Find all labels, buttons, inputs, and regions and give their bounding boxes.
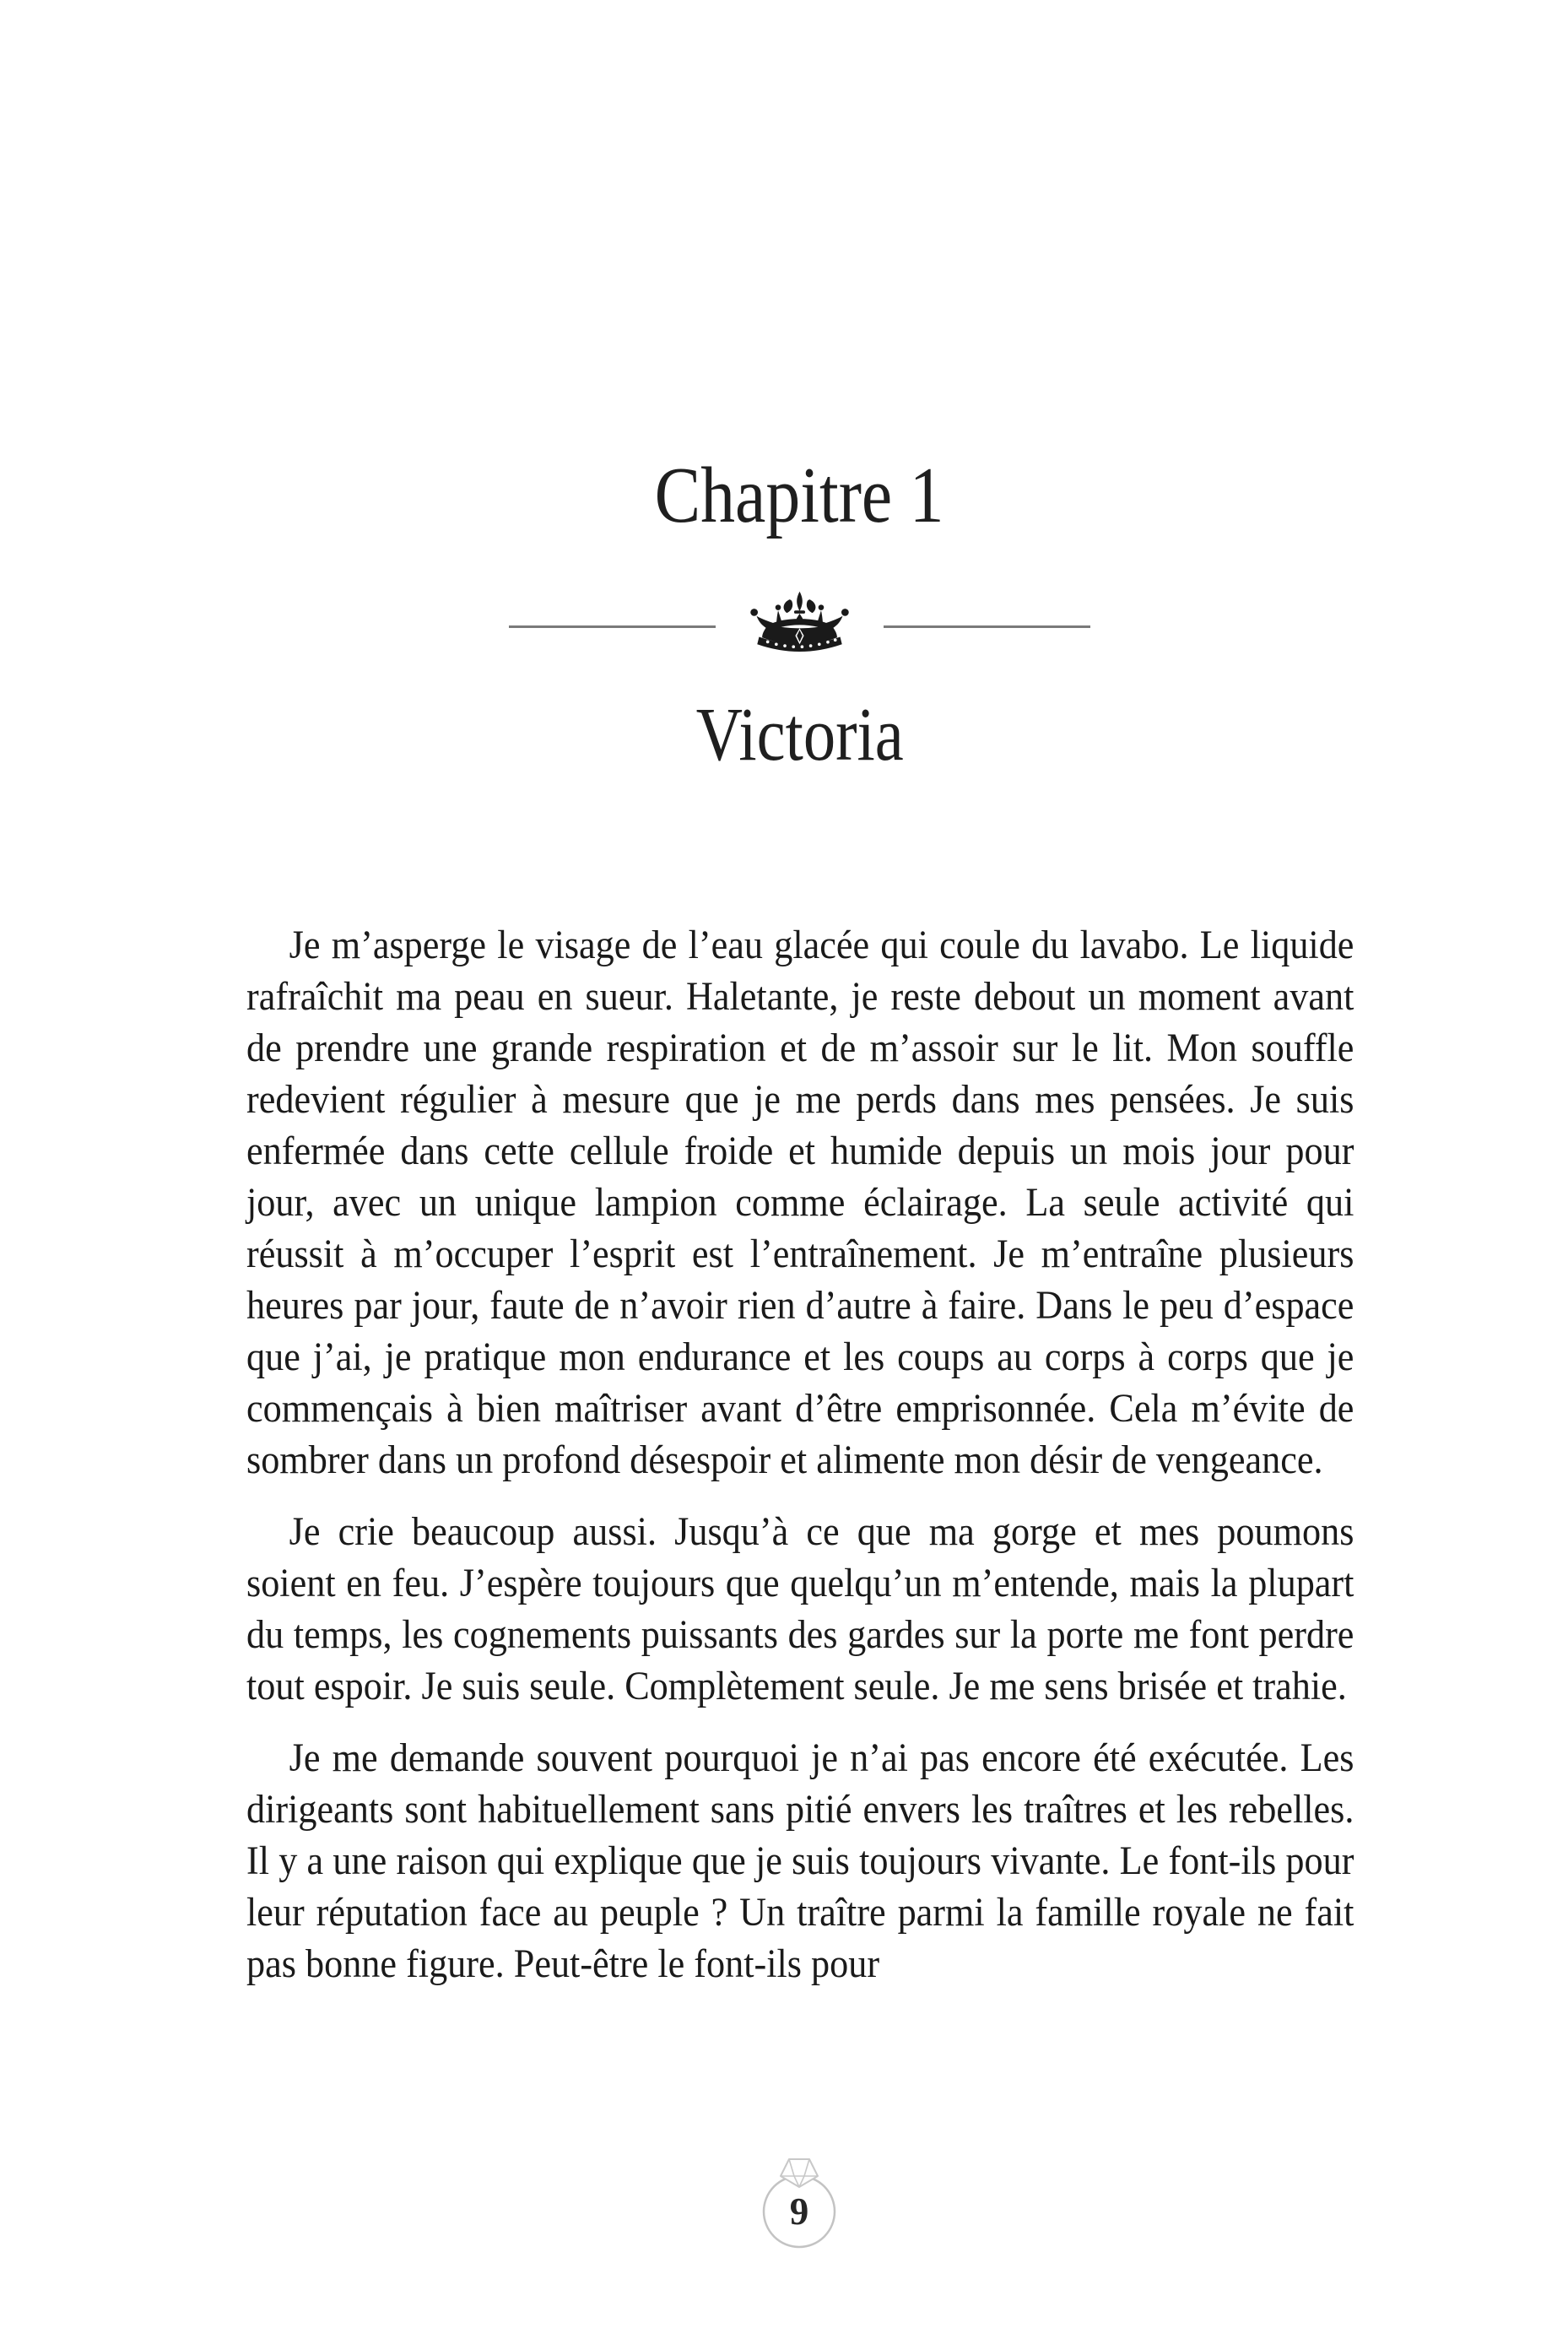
section-title-text: Victoria [695,693,904,777]
paragraph: Je crie beaucoup aussi. Jusqu’à ce que ma gorge et mes poumons soient en feu. J’espère toujours que quelqu’un m’entende, mais la plupart du temps, les cognements puissants des gardes sur la porte me font perdre tout espoir. Je suis seule. Complètement seule. Je me sens brisée et trahie. [246,1509,1354,1708]
page-number: 9 [789,2190,809,2233]
divider-line-right [884,625,1090,628]
diamond-ring-icon [757,2156,841,2250]
paragraph: Je me demande souvent pourquoi je n’ai pas encore été exécutée. Les dirigeants sont habituellement sans pitié envers les traîtres et les rebelles. Il y a une raison qui explique que je suis toujours vivante. Le font-ils pour leur réputation face au peuple ? Un traître parmi la famille royale ne fait pas bonne figure. Peut-être le font-ils pour [246,1735,1354,1986]
body-text [246,919,1354,1990]
page-number-ornament [757,2156,841,2250]
section-title [246,693,1353,777]
paragraph: Je m’asperge le visage de l’eau glacée qui coule du lavabo. Le liquide rafraîchit ma peau en sueur. Haletante, je reste debout un moment avant de prendre une grande respiration et de m’assoir sur le lit. Mon souffle redevient régulier à mesure que je me perds dans mes pensées. Je suis enfermée dans cette cellule froide et humide depuis un mois jour pour jour, avec un unique lampion comme éclairage. La seule activité qui réussit à m’occuper l’esprit est l’entraînement. Je m’entraîne plusieurs heures par jour, faute de n’avoir rien d’autre à faire. Dans le peu d’espace que j’ai, je pratique mon endurance et les coups au corps à corps que je commençais à bien maîtriser avant d’être emprisonnée. Cela m’évite de sombrer dans un profond désespoir et alimente mon désir de vengeance. [246,923,1354,1482]
chapter-title [246,452,1353,539]
crown-icon [744,590,855,663]
divider-line-left [509,625,716,628]
chapter-title-text: Chapitre 1 [655,452,944,539]
chapter-ornament [246,593,1353,661]
